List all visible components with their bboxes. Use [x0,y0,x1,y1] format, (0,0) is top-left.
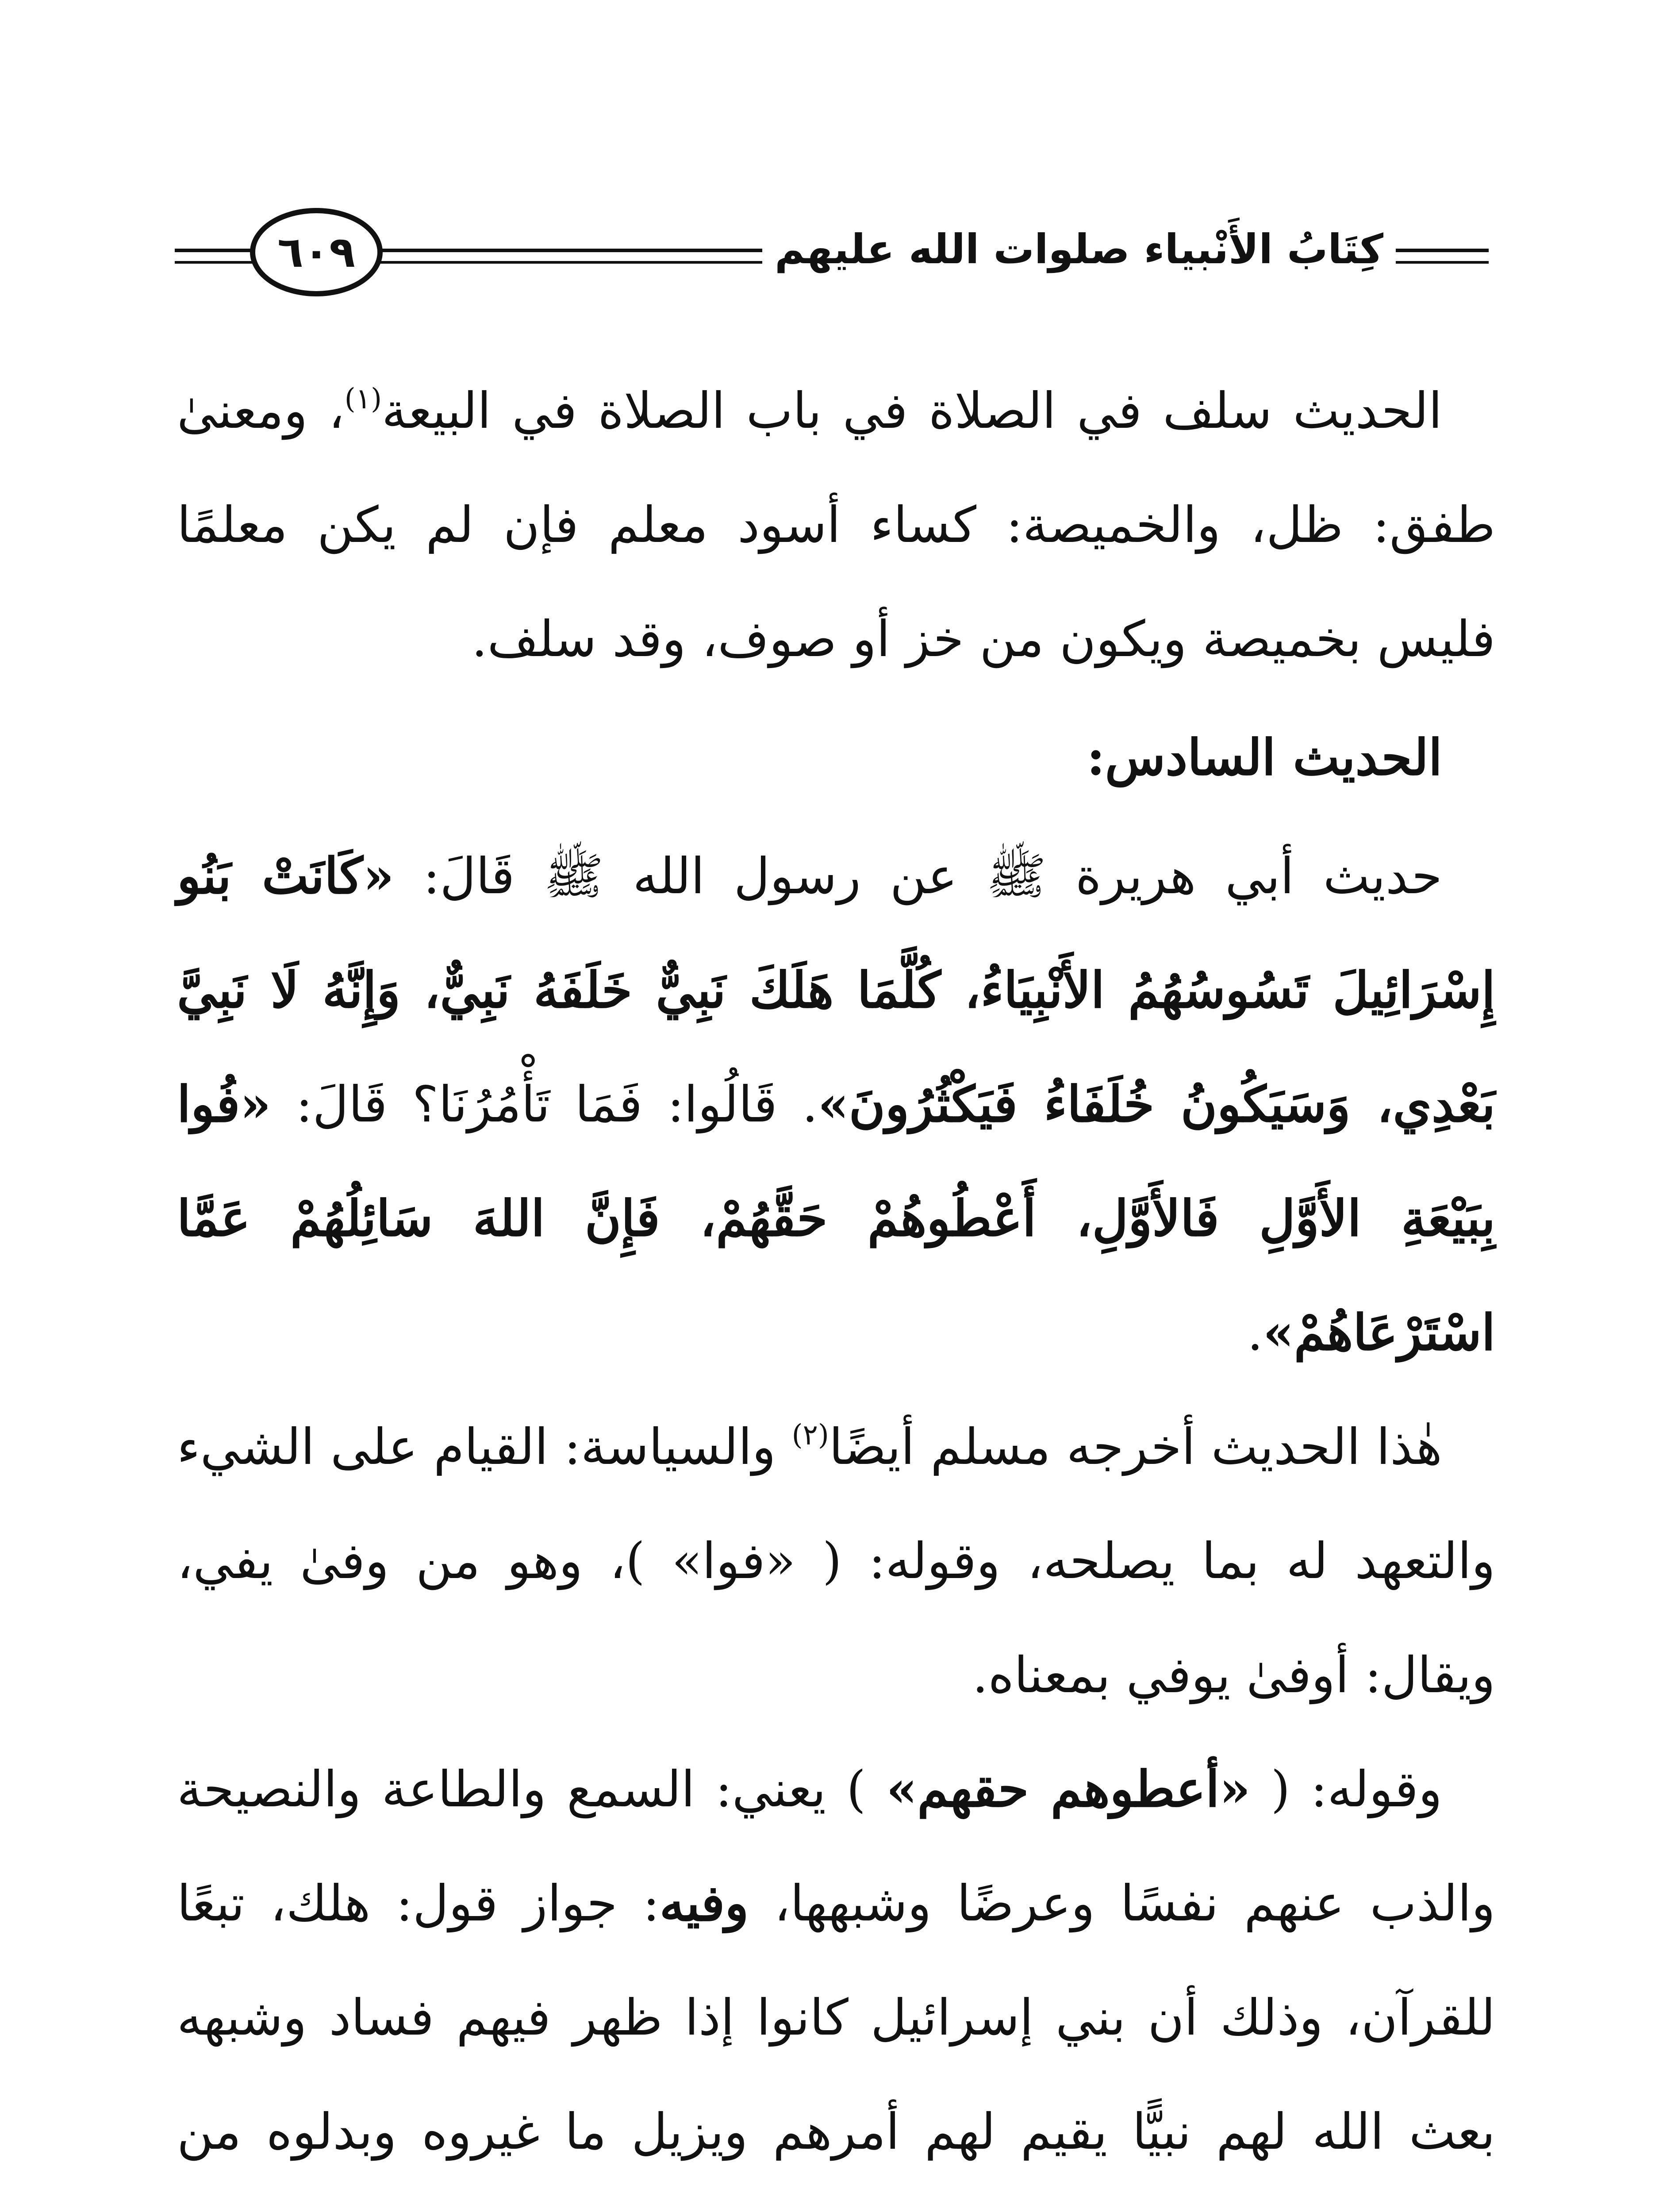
fiihi-label: وفيه [659,1874,749,1932]
paragraph-1-text: الحديث سلف في الصلاة في باب الصلاة في البيعة [382,382,1443,440]
paragraph-3 [177,1390,1495,1732]
paragraph-4-text-rest: : جواز قول: هلك، تبعًا للقرآن، وذلك أن بني إسرائيل كانوا إذا ظهر فيهم فساد وشبهه بعث الله لهم نبيًّا يقيم لهم أمرهم ويزيل ما غيروه وبدلوه من [177,1875,1495,2161]
hadith-text-1: «كَانَتْ بَنُو إِسْرَائِيلَ تَسُوسُهُمُ الأَنْبِيَاءُ، كُلَّمَا هَلَكَ نَبِيٌّ خَلَفَهُ نَبِيٌّ، وَإِنَّهُ لَا نَبِيَّ بَعْدِي، وَسَيَكُونُ خُلَفَاءُ فَيَكْثُرُونَ» [177,847,1496,1133]
page-number [250,208,383,296]
running-header [175,208,1489,319]
footnote-ref-1[interactable]: (١) [344,383,382,415]
footnote-ref-2[interactable]: (٢) [791,1419,829,1452]
paragraph-4 [177,1732,1495,2212]
chapter-title: كِتَابُ الأَنْبياء صلوات الله عليهم [762,226,1396,273]
paragraph-1 [177,354,1495,696]
body-text [177,354,1495,2212]
paragraph-2 [177,819,1495,1390]
paragraph-4-text: وقوله: ( [1250,1761,1442,1818]
paragraph-3-text-cont: والسياسة: القيام على الشيء والتعهد له بما يصلحه، وقوله: ( «فوا» )، وهو من وفىٰ يفي، ويقال: أوفىٰ يوفي بمعناه. [177,1418,1495,1704]
hadith-end: . [1247,1304,1263,1362]
paragraph-1-text-cont: ، ومعنىٰ طفق: ظل، والخميصة: كساء أسود معلم فإن لم يكن معلمًا فليس بخميصة ويكون من خز أو صوف، وقد سلف. [177,382,1495,668]
paragraph-3-text: هٰذا الحديث أخرجه مسلم أيضًا [829,1418,1442,1476]
page-number-text: ٦٠٩ [277,227,355,277]
paragraph-4-text-cont: ) يعني: السمع والطاعة والنصيحة والذب عنهم نفسًا وعرضًا وشبهها، [177,1761,1496,1932]
hadith-intro: حديث أبي هريرة ﷺ عن رسول الله ﷺ قَالَ: [394,848,1442,905]
hadith-text-2: «فُوا بِبَيْعَةِ الأَوَّلِ فَالأَوَّلِ، أَعْطُوهُمْ حَقَّهُمْ، فَإِنَّ اللهَ سَائِلُهُمْ عَمَّا اسْتَرْعَاهُمْ» [177,1075,1495,1362]
quoted-phrase: «أعطوهم حقهم» [886,1760,1251,1818]
section-heading: الحديث السادس: [1087,729,1442,787]
hadith-middle: . قَالُوا: فَمَا تَأْمُرُنَا؟ قَالَ: [271,1076,818,1133]
